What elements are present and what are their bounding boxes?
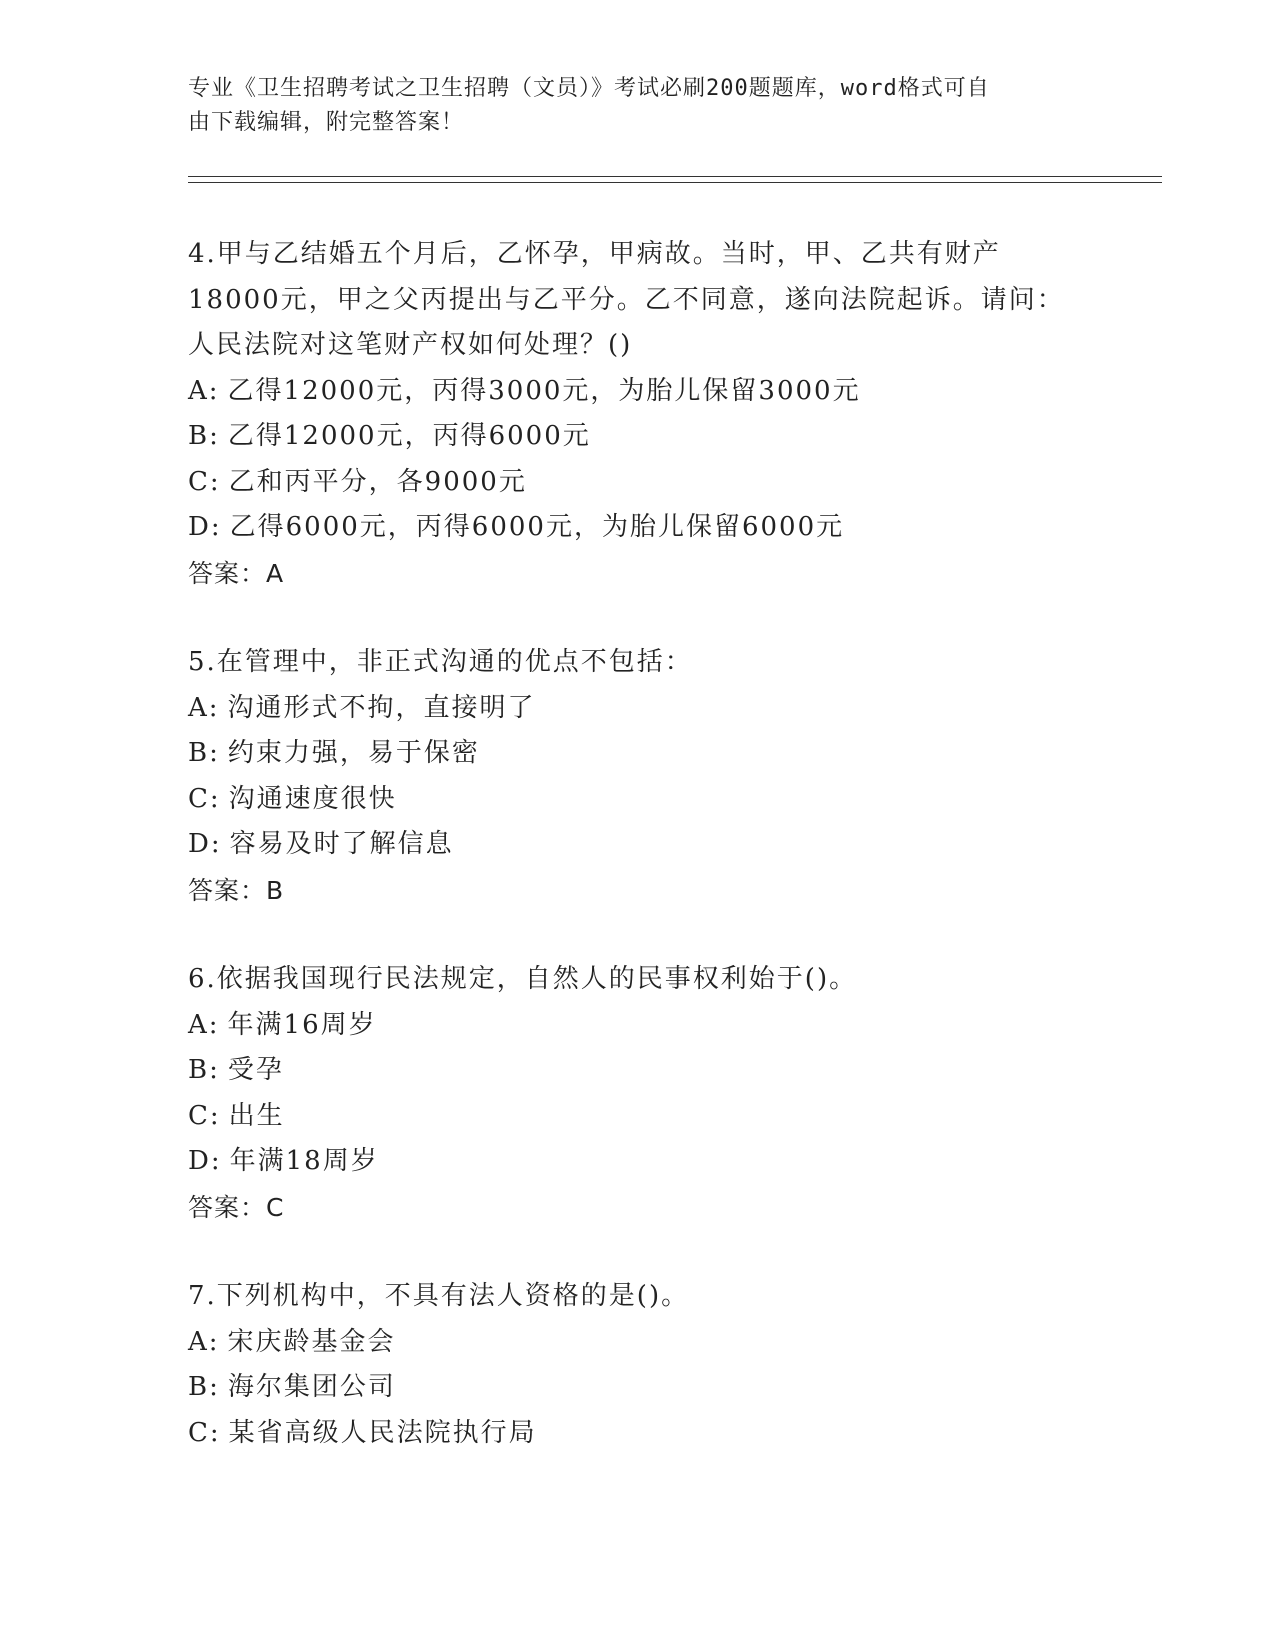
question-stem: [188, 957, 1088, 1003]
answer-line: 答案：C: [188, 1192, 285, 1222]
option-letter: A:: [188, 375, 220, 406]
option-d: [188, 505, 1088, 551]
option-text: 年满18周岁: [229, 1146, 379, 1176]
document-header: [188, 72, 1068, 140]
header-line-1: 专业《卫生招聘考试之卫生招聘（文员）》考试必刷200题题库，word格式可自: [188, 76, 990, 101]
header-divider-bottom: [188, 182, 1162, 183]
question-list: [188, 232, 1088, 1500]
option-b: [188, 414, 1088, 460]
option-c: [188, 460, 1088, 506]
option-letter: B:: [188, 1372, 220, 1402]
option-text: 乙得12000元，丙得3000元，为胎儿保留3000元: [227, 375, 861, 406]
option-letter: D:: [188, 829, 222, 859]
option-letter: C:: [188, 1100, 221, 1131]
question-4: [188, 232, 1088, 596]
option-letter: A:: [188, 1009, 220, 1040]
option-text: 沟通形式不拘，直接明了: [227, 692, 536, 723]
option-letter: B:: [188, 738, 220, 768]
option-text: 乙得6000元，丙得6000元，为胎儿保留6000元: [229, 512, 845, 542]
answer-line: 答案：B: [188, 875, 285, 905]
option-letter: C:: [188, 466, 221, 497]
option-b: [188, 1048, 1088, 1094]
header-line-2: 由下载编辑，附完整答案！: [188, 110, 465, 135]
option-letter: D:: [188, 1146, 222, 1176]
stem-line: 人民法院对这笔财产权如何处理？(): [188, 330, 633, 360]
option-letter: B:: [188, 421, 220, 451]
stem-line: 18000元，甲之父丙提出与乙平分。乙不同意，遂向法院起诉。请问：: [188, 284, 1065, 315]
option-letter: A:: [188, 692, 220, 723]
option-text: 乙和丙平分，各9000元: [228, 466, 527, 497]
option-text: 海尔集团公司: [227, 1372, 396, 1402]
option-text: 容易及时了解信息: [229, 829, 454, 859]
question-stem: [188, 640, 1088, 686]
question-stem: [188, 1274, 1088, 1320]
option-a: [188, 1003, 1088, 1049]
option-c: [188, 1411, 1088, 1457]
option-letter: A:: [188, 1326, 220, 1357]
option-a: [188, 686, 1088, 732]
stem-line: 5.在管理中，非正式沟通的优点不包括：: [188, 647, 693, 677]
option-b: [188, 1365, 1088, 1411]
option-text: 宋庆龄基金会: [227, 1326, 396, 1357]
option-text: 沟通速度很快: [228, 783, 397, 814]
stem-line: 7.下列机构中，不具有法人资格的是()。: [188, 1281, 690, 1311]
option-letter: D:: [188, 512, 222, 542]
stem-line: 6.依据我国现行民法规定，自然人的民事权利始于()。: [188, 964, 858, 994]
option-text: 出生: [228, 1100, 285, 1131]
option-text: 约束力强，易于保密: [227, 738, 480, 768]
answer-line: 答案：A: [188, 558, 285, 588]
option-letter: C:: [188, 783, 221, 814]
option-b: [188, 731, 1088, 777]
option-c: [188, 777, 1088, 823]
option-a: [188, 1320, 1088, 1366]
option-text: 年满16周岁: [227, 1009, 377, 1040]
question-6: [188, 957, 1088, 1230]
option-text: 乙得12000元，丙得6000元: [227, 421, 591, 451]
option-letter: B:: [188, 1055, 220, 1085]
question-5: [188, 640, 1088, 913]
option-d: [188, 822, 1088, 868]
option-letter: C:: [188, 1417, 221, 1448]
option-text: 受孕: [227, 1055, 284, 1085]
stem-line: 4.甲与乙结婚五个月后，乙怀孕，甲病故。当时，甲、乙共有财产: [188, 239, 1001, 269]
option-c: [188, 1094, 1088, 1140]
question-stem: [188, 232, 1088, 369]
option-d: [188, 1139, 1088, 1185]
header-divider-top: [188, 176, 1162, 177]
option-text: 某省高级人民法院执行局: [228, 1417, 537, 1448]
question-7: [188, 1274, 1088, 1456]
option-a: [188, 369, 1088, 415]
